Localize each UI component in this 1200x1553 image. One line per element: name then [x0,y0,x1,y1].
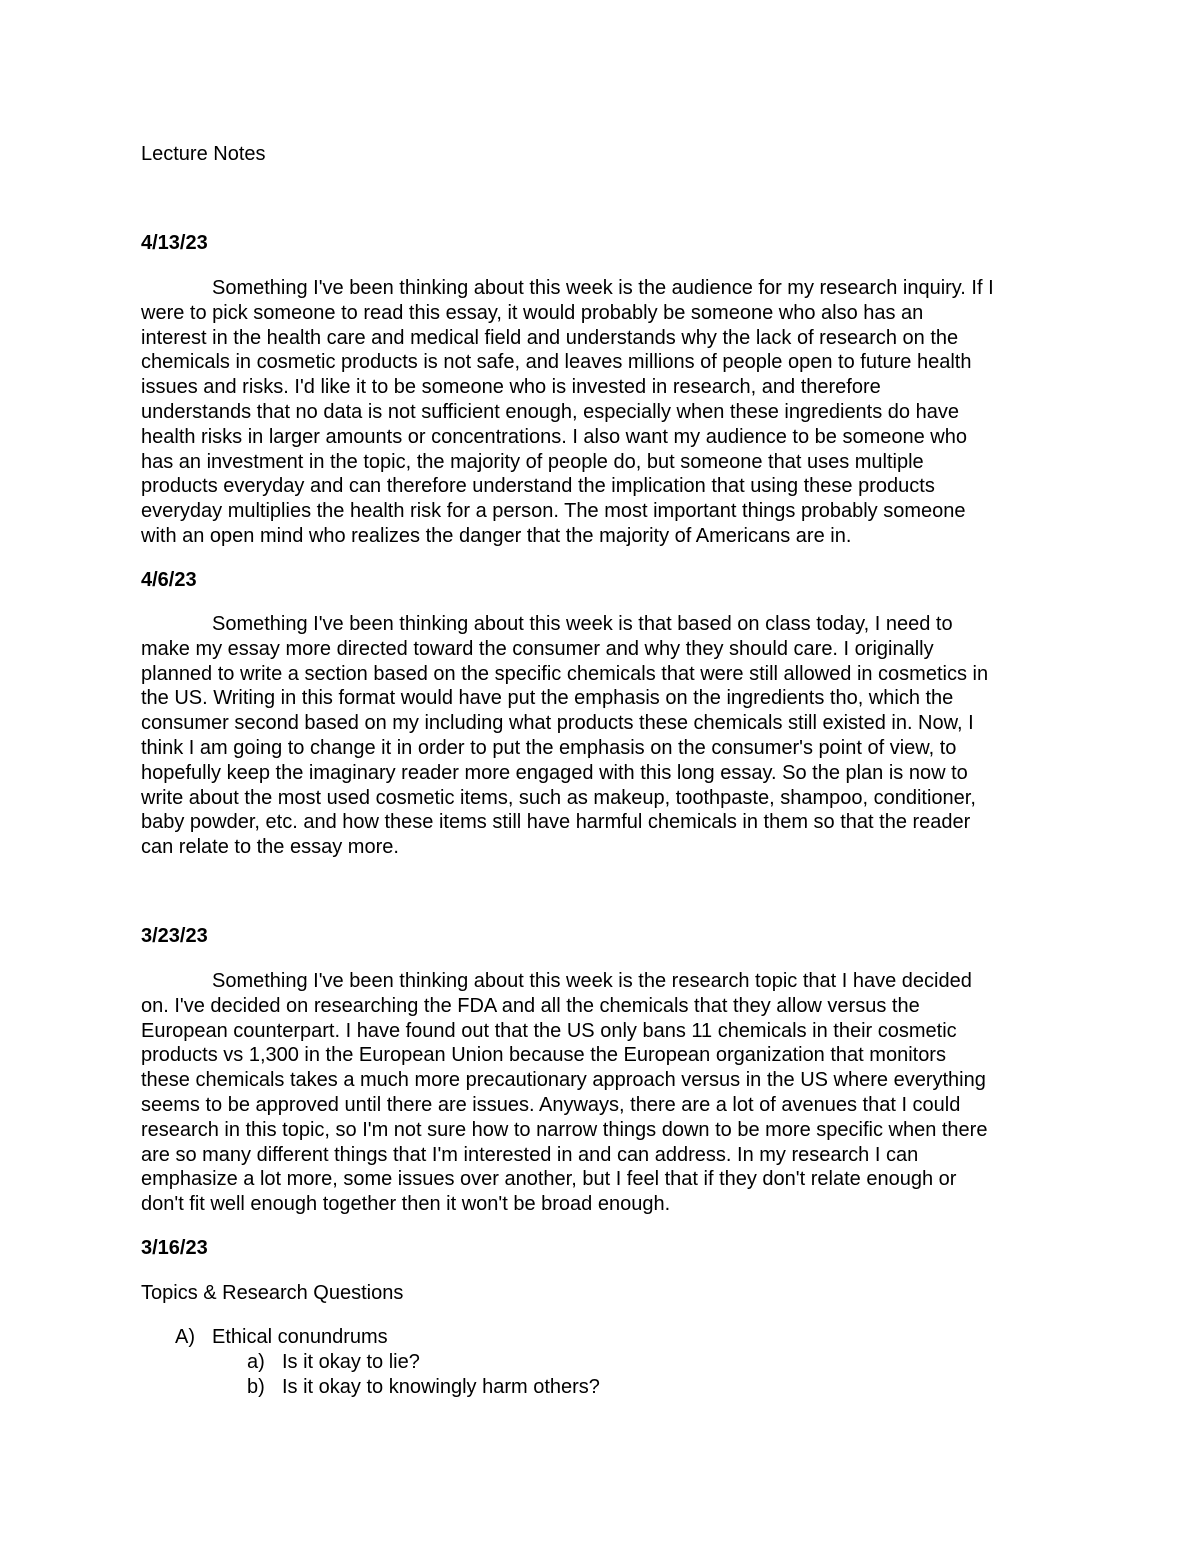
list-marker: a) [247,1351,265,1373]
entry-paragraph [141,969,1061,1217]
paragraph-line: were to pick someone to read this essay, it would probably be someone who also has an [141,301,924,324]
list-marker: b) [247,1376,265,1398]
paragraph-line: think I am going to change it in order to put the emphasis on the consumer's point of view, to [141,736,957,759]
paragraph-line: research in this topic, so I'm not sure how to narrow things down to be more specific when there [141,1118,988,1141]
paragraph-line: the US. Writing in this format would have put the emphasis on the ingredients tho, which the [141,687,954,710]
entry-paragraph [141,612,1061,860]
paragraph-line: understands that no data is not sufficient enough, especially when these ingredients do have [141,400,959,423]
paragraph-line: emphasize a lot more, some issues over another, but I feel that if they don't relate enough or [141,1168,957,1191]
list-item-label: Is it okay to knowingly harm others? [282,1376,600,1398]
paragraph-line: make my essay more directed toward the consumer and why they should care. I originally [141,637,934,660]
paragraph-line: hopefully keep the imaginary reader more engaged with this long essay. So the plan is now to [141,761,968,784]
entry-date: 4/6/23 [141,569,197,591]
entry-paragraph [141,276,1061,549]
paragraph-line: with an open mind who realizes the danger that the majority of Americans are in. [141,524,852,547]
topic-sub-list-item [247,1375,600,1399]
paragraph-line: baby powder, etc. and how these items still have harmful chemicals in them so that the reader [141,811,971,834]
paragraph-line: can relate to the essay more. [141,836,399,859]
paragraph-line: consumer second based on my including what products these chemicals still existed in. Now, I [141,712,974,735]
paragraph-line: everyday multiplies the health risk for a person. The most important things probably someone [141,500,966,523]
paragraph-line: write about the most used cosmetic items, such as makeup, toothpaste, shampoo, conditioner, [141,786,976,809]
entry-date: 3/16/23 [141,1237,208,1259]
entry-date: 3/23/23 [141,925,208,947]
paragraph-line: Something I've been thinking about this week is the research topic that I have decided [212,970,972,992]
paragraph-line: has an investment in the topic, the majority of people do, but someone that uses multiple [141,450,924,473]
topic-sub-list-item [247,1350,420,1374]
paragraph-line: issues and risks. I'd like it to be someone who is invested in research, and therefore [141,376,881,399]
paragraph-line: don't fit well enough together then it won't be broad enough. [141,1193,671,1216]
paragraph-line: planned to write a section based on the specific chemicals that were still allowed in cosmetics in [141,662,989,685]
list-item-label: Is it okay to lie? [282,1351,420,1373]
entry-date: 4/13/23 [141,232,208,254]
paragraph-line: these chemicals takes a much more precautionary approach versus in the US where everything [141,1069,986,1092]
paragraph-line: products everyday and can therefore understand the implication that using these products [141,475,935,498]
paragraph-line: seems to be approved until there are issues. Anyways, there are a lot of avenues that I could [141,1093,961,1116]
list-marker: A) [175,1326,195,1348]
topic-list-item [175,1325,388,1349]
list-item-label: Ethical conundrums [212,1326,388,1348]
topics-heading: Topics & Research Questions [141,1282,404,1304]
paragraph-line: health risks in larger amounts or concentrations. I also want my audience to be someone who [141,425,967,448]
document-title: Lecture Notes [141,143,266,165]
paragraph-line: interest in the health care and medical field and understands why the lack of research on the [141,326,959,349]
paragraph-line: Something I've been thinking about this week is the audience for my research inquiry. If I [212,277,994,299]
paragraph-line: on. I've decided on researching the FDA and all the chemicals that they allow versus the [141,994,920,1017]
paragraph-line: chemicals in cosmetic products is not safe, and leaves millions of people open to future health [141,351,972,374]
paragraph-line: are so many different things that I'm interested in and can address. In my research I can [141,1143,919,1166]
paragraph-line: European counterpart. I have found out that the US only bans 11 chemicals in their cosmetic [141,1019,957,1042]
paragraph-line: Something I've been thinking about this week is that based on class today, I need to [212,613,953,635]
paragraph-line: products vs 1,300 in the European Union because the European organization that monitors [141,1044,946,1067]
